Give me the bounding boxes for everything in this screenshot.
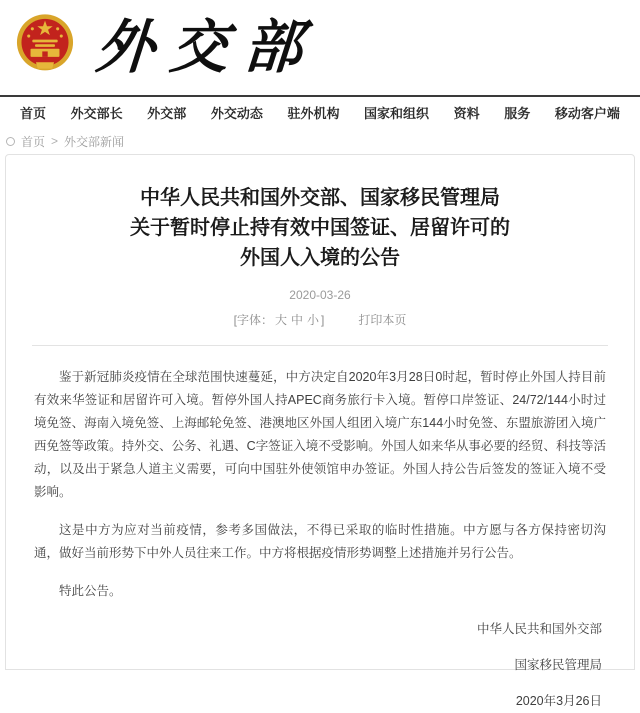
- article-title-line-1: 中华人民共和国外交部、国家移民管理局: [140, 187, 500, 209]
- article-title-line-3: 外国人入境的公告: [240, 247, 400, 269]
- ministry-calligraphy-logo: 外交部: [93, 13, 321, 81]
- nav-item-resources[interactable]: 资料: [453, 106, 480, 121]
- breadcrumb-home-link[interactable]: 首页: [21, 134, 46, 149]
- font-size-label-close: ]: [321, 313, 325, 327]
- nav-item-mobile-client[interactable]: 移动客户端: [554, 106, 620, 121]
- font-size-small-button[interactable]: 小: [307, 313, 320, 327]
- font-size-label-open: [字体：: [233, 313, 273, 327]
- font-size-medium-button[interactable]: 中: [290, 313, 303, 327]
- signature-block: [32, 618, 608, 713]
- breadcrumb-current-page[interactable]: 外交部新闻: [64, 134, 125, 149]
- nav-item-diplomatic-activities[interactable]: 外交动态: [210, 106, 263, 121]
- body-paragraph-2: 这是中方为应对当前疫情，参考多国做法，不得已采取的临时性措施。中方愿与各方保持密切沟通，做好当前形势下中外人员往来工作。中方将根据疫情形势调整上述措施并另行公告。: [34, 523, 606, 560]
- ministry-logo-link[interactable]: [0, 0, 321, 95]
- nav-item-home[interactable]: 首页: [20, 106, 47, 121]
- body-paragraph-1: 鉴于新冠肺炎疫情在全球范围快速蔓延，中方决定自2020年3月28日0时起，暂时停止外国人持目前有效来华签证和居留许可入境。暂停外国人持APEC商务旅行卡入境。暂停口岸签证、24/72/144小时过境免签、海南入境免签、上海邮轮免签、港澳地区外国人组团入境广东144小时免签、东盟旅游团入境广西免签等政策。持外交、公务、礼遇、C字签证入境不受影响。外国人如来华从事必要的经贸、科技等活动，以及出于紧急人道主义需要，可向中国驻外使领馆申办签证。外国人持公告后签发的签证入境不受影响。: [34, 370, 606, 499]
- signature-date: 2020年3月26日: [515, 694, 602, 708]
- nav-item-overseas-missions[interactable]: 驻外机构: [287, 106, 340, 121]
- article-date: 2020-03-26: [289, 288, 351, 302]
- main-nav: [0, 97, 640, 128]
- signature-national-immigration-administration: 国家移民管理局: [514, 658, 602, 672]
- print-page-button[interactable]: 打印本页: [358, 313, 407, 327]
- article-title-line-2: 关于暂时停止持有效中国签证、居留许可的: [130, 217, 510, 239]
- title-body-divider: [32, 345, 608, 346]
- nav-item-ministry[interactable]: 外交部: [147, 106, 187, 121]
- breadcrumb: [0, 128, 640, 154]
- article-container: [5, 154, 635, 708]
- signature-ministry-of-foreign-affairs: 中华人民共和国外交部: [476, 622, 602, 636]
- body-paragraph-3: 特此公告。: [59, 584, 122, 598]
- font-size-large-button[interactable]: 大: [274, 313, 287, 327]
- nav-item-countries-and-organizations[interactable]: 国家和组织: [364, 106, 430, 121]
- national-emblem-icon: [16, 8, 74, 84]
- breadcrumb-separator: >: [51, 134, 59, 148]
- article-body: [32, 366, 608, 603]
- nav-item-foreign-minister[interactable]: 外交部长: [70, 106, 123, 121]
- article-toolbar: [32, 311, 608, 328]
- article-title: [80, 183, 560, 273]
- breadcrumb-marker-icon: [6, 137, 15, 146]
- nav-item-services[interactable]: 服务: [504, 106, 531, 121]
- site-header: [0, 0, 640, 95]
